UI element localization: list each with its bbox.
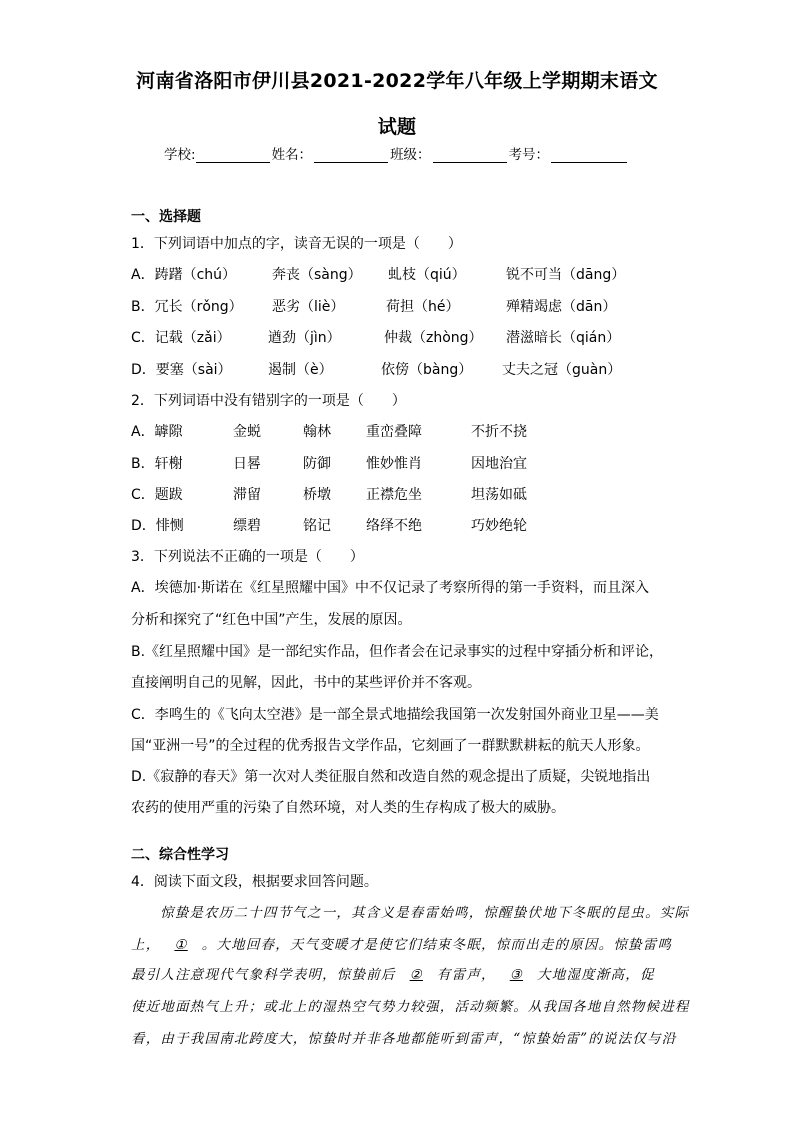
name-label: 姓名： bbox=[271, 147, 313, 163]
student-info-row bbox=[164, 143, 629, 163]
q2-option-b-4: 惟妙惟肖 bbox=[366, 456, 422, 472]
q3-text-line: B.《红星照耀中国》是一部纪实作品，但作者会在记录事实的过程中穿插分析和评论， bbox=[131, 644, 664, 660]
q2-option-a-3: 翰林 bbox=[303, 424, 331, 440]
question-1-stem: 1．下列词语中加点的字，读音无误的一项是（ ） bbox=[131, 236, 462, 252]
blank-1[interactable]: ① bbox=[174, 937, 188, 953]
question-2-stem: 2．下列词语中没有错别字的一项是（ ） bbox=[131, 393, 406, 409]
q2-option-c-3: 桥墩 bbox=[303, 487, 331, 503]
q2-option-c-2: 滞留 bbox=[233, 487, 261, 503]
passage-line bbox=[131, 963, 655, 983]
passage-line: 看，由于我国南北跨度大，惊蛰时并非各地都能听到雷声，“惊蛰始雷”的说法仅与沿 bbox=[131, 1031, 677, 1047]
q2-option-a-1: A．罅隙 bbox=[131, 424, 183, 440]
q2-option-b-3: 防御 bbox=[303, 456, 331, 472]
q2-option-c-1: C．题跋 bbox=[131, 487, 183, 503]
q1-option-d-4: 丈夫之冠（guàn） bbox=[502, 362, 622, 378]
q1-option-a-3: 虬枝（qiú） bbox=[388, 267, 466, 283]
q3-text-line: A．埃德加·斯诺在《红星照耀中国》中不仅记录了考察所得的第一手资料，而且深入 bbox=[131, 580, 650, 596]
q1-option-b-4: 殚精竭虑（dān） bbox=[506, 299, 617, 315]
q1-option-b-2: 恶劣（liè） bbox=[272, 299, 345, 315]
q2-option-b-2: 日晷 bbox=[233, 456, 261, 472]
q1-option-b-3: 荷担（hé） bbox=[386, 299, 460, 315]
q1-option-d-3: 依傍（bàng） bbox=[381, 362, 473, 378]
q1-option-a-2: 奔丧（sàng） bbox=[272, 267, 362, 283]
name-field[interactable] bbox=[314, 148, 388, 163]
q1-option-a-4: 锐不可当（dāng） bbox=[506, 267, 626, 283]
passage-line: 惊蛰是农历二十四节气之一，其含义是春雷始鸣，惊醒蛰伏地下冬眠的昆虫。实际 bbox=[160, 905, 690, 921]
number-field[interactable] bbox=[551, 148, 627, 163]
q1-option-c-2: 遒劲（jìn） bbox=[268, 330, 341, 346]
q2-option-d-1: D．悱恻 bbox=[131, 518, 184, 534]
q2-option-d-3: 铭记 bbox=[303, 518, 331, 534]
passage-text: 有雷声， bbox=[436, 967, 496, 983]
q1-option-c-3: 仲裁（zhòng） bbox=[384, 330, 483, 346]
q2-option-b-5: 因地治宜 bbox=[471, 456, 527, 472]
q1-option-c-1: C．记载（zǎi） bbox=[131, 330, 231, 346]
q1-option-a-1: A．踌躇（chú） bbox=[131, 267, 237, 283]
q1-option-b-1: B．冗长（rǒng） bbox=[131, 299, 243, 315]
q3-text-line: 国“亚洲一号”的全过程的优秀报告文学作品，它刻画了一群默默耕耘的航天人形象。 bbox=[131, 738, 650, 754]
question-3-stem: 3．下列说法不正确的一项是（ ） bbox=[131, 549, 364, 565]
blank-3[interactable]: ③ bbox=[509, 967, 524, 983]
q3-text-line: 直接阐明自己的见解，因此，书中的某些评价并不客观。 bbox=[131, 675, 481, 691]
page-title-line1: 河南省洛阳市伊川县2021-2022学年八年级上学期期末语文 bbox=[136, 70, 658, 92]
q3-text-line: C．李鸣生的《飞向太空港》是一部全景式地描绘我国第一次发射国外商业卫星——美 bbox=[131, 707, 659, 723]
blank-2[interactable]: ② bbox=[409, 967, 423, 983]
q2-option-a-4: 重峦叠障 bbox=[366, 424, 422, 440]
q2-option-c-4: 正襟危坐 bbox=[366, 487, 422, 503]
passage-text: 上， bbox=[131, 937, 161, 953]
q2-option-a-2: 金蜕 bbox=[233, 424, 261, 440]
q1-option-d-2: 遏制（è） bbox=[268, 362, 333, 378]
number-label: 考号： bbox=[508, 147, 550, 163]
question-4-stem: 4．阅读下面文段，根据要求回答问题。 bbox=[131, 874, 378, 890]
class-label: 班级： bbox=[390, 147, 431, 163]
q2-option-d-4: 络绎不绝 bbox=[366, 518, 422, 534]
q3-text-line: D.《寂静的春天》第一次对人类征服自然和改造自然的观念提出了质疑，尖锐地指出 bbox=[131, 769, 651, 785]
passage-text: 。大地回春，天气变暖才是使它们结束冬眠，惊而出走的原因。惊蛰雷鸣 bbox=[201, 937, 673, 953]
passage-text: 大地湿度渐高，促 bbox=[537, 967, 655, 983]
q3-text-line: 分析和探究了“红色中国”产生，发展的原因。 bbox=[131, 612, 412, 628]
section-heading-choice: 一、选择题 bbox=[131, 209, 201, 225]
q2-option-c-5: 坦荡如砥 bbox=[471, 487, 527, 503]
passage-line: 使近地面热气上升；或北上的湿热空气势力较强，活动频繁。从我国各地自然物候进程 bbox=[131, 999, 690, 1015]
q2-option-d-5: 巧妙绝轮 bbox=[471, 518, 527, 534]
section-heading-comprehensive: 二、综合性学习 bbox=[131, 847, 229, 863]
school-label: 学校: bbox=[164, 147, 196, 163]
q1-option-c-4: 潜滋暗长（qián） bbox=[506, 330, 621, 346]
q3-text-line: 农药的使用严重的污染了自然环境，对人类的生存构成了极大的威胁。 bbox=[131, 800, 565, 816]
class-field[interactable] bbox=[433, 148, 507, 163]
passage-line bbox=[131, 933, 672, 953]
page-title-line2: 试题 bbox=[377, 116, 417, 138]
q2-option-a-5: 不折不挠 bbox=[471, 424, 527, 440]
school-field[interactable] bbox=[196, 148, 270, 163]
q2-option-d-2: 缥碧 bbox=[233, 518, 261, 534]
q2-option-b-1: B．轩榭 bbox=[131, 456, 183, 472]
passage-text: 最引人注意现代气象科学表明，惊蛰前后 bbox=[131, 967, 396, 983]
q1-option-d-1: D．要塞（sài） bbox=[131, 362, 232, 378]
